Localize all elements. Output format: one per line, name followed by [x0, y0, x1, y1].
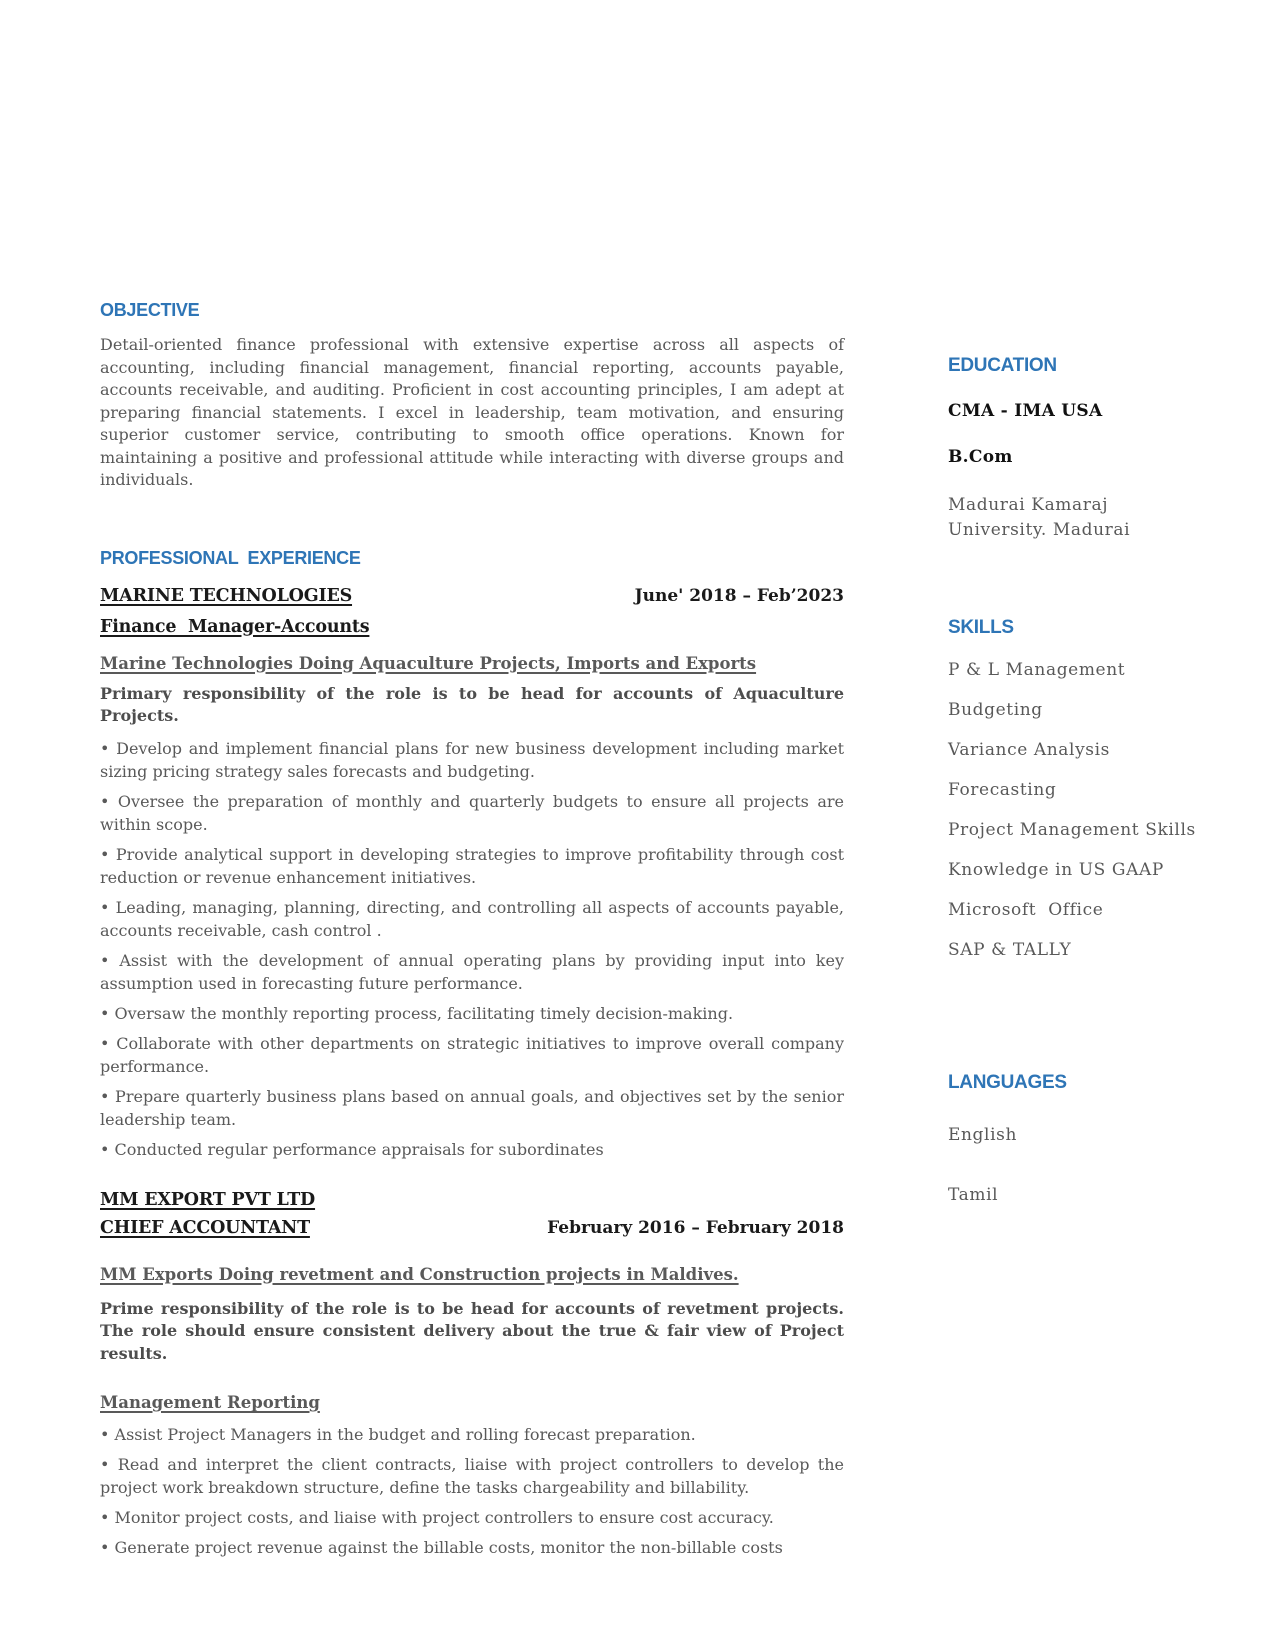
skill-item: SAP & TALLY [948, 940, 1072, 960]
skill-item: Knowledge in US GAAP [948, 860, 1164, 880]
job1-dates: June' 2018 – Feb’2023 [634, 585, 844, 606]
main-column [100, 300, 844, 1566]
bullet-item: • Read and interpret the client contracts, liaise with project controllers to develop the project work breakdown structure, define the tasks chargeability and billability. [100, 1455, 844, 1497]
job1-bullet-list [100, 737, 844, 1161]
bullet-item: • Leading, managing, planning, directing, and controlling all aspects of accounts payable, accounts receivable, cash control . [100, 897, 844, 940]
skills-heading: SKILLS [948, 617, 1014, 638]
skill-item: Variance Analysis [948, 740, 1110, 760]
objective-heading: OBJECTIVE [100, 300, 200, 320]
bullet-item: • Prepare quarterly business plans based on annual goals, and objectives set by the senior leadership team. [100, 1086, 844, 1129]
job2-summary: Prime responsibility of the role is to be head for accounts of revetment projects. The role should ensure consistent delivery about the true & fair view of Project results. [100, 1298, 844, 1363]
language-item: English [948, 1125, 1017, 1145]
job1-header-row [100, 585, 844, 607]
bullet-item: • Provide analytical support in developing strategies to improve profitability through cost reduction or revenue enhancement initiatives. [100, 844, 844, 887]
skill-item: Budgeting [948, 700, 1043, 720]
job-marine-technologies [100, 585, 844, 1161]
job2-company: MM EXPORT PVT LTD [100, 1189, 316, 1210]
bullet-item: • Develop and implement financial plans for new business development including market sizing pricing strategy sales forecasts and budgeting. [100, 738, 844, 781]
language-item: Tamil [948, 1185, 999, 1205]
bullet-item: • Assist with the development of annual operating plans by providing input into key assumption used in forecasting future performance. [100, 950, 844, 993]
bullet-item: • Generate project revenue against the billable costs, monitor the non-billable costs [100, 1538, 783, 1557]
job2-dates: February 2016 – February 2018 [547, 1217, 844, 1238]
bullet-item: • Monitor project costs, and liaise with project controllers to ensure cost accuracy. [100, 1508, 774, 1527]
skills-list [948, 660, 1206, 960]
job1-title-row [100, 616, 844, 638]
skill-item: P & L Management [948, 660, 1126, 680]
languages-list [948, 1125, 1206, 1205]
skill-item: Project Management Skills [948, 820, 1196, 840]
job1-company: MARINE TECHNOLOGIES [100, 585, 353, 606]
bullet-item: • Collaborate with other departments on strategic initiatives to improve overall company performance. [100, 1033, 844, 1076]
sidebar-column [948, 355, 1206, 1245]
skill-item: Forecasting [948, 780, 1057, 800]
job2-title: CHIEF ACCOUNTANT [100, 1217, 310, 1238]
bullet-item: • Conducted regular performance appraisals for subordinates [100, 1139, 604, 1159]
languages-heading: LANGUAGES [948, 1072, 1067, 1093]
objective-text: Detail-oriented finance professional with extensive expertise across all aspects of accounting, including financial management, financial reporting, accounts payable, accounts receivable, and auditing. Proficient in cost accounting principles, I am adept at preparing financial statements. I excel in leadership, team motivation, and ensuring superior customer service, contributing to smooth office operations. Known for maintaining a positive and professional attitude while interacting with diverse groups and individuals. [100, 335, 844, 489]
bullet-item: • Assist Project Managers in the budget and rolling forecast preparation. [100, 1425, 696, 1444]
job2-bullet-list [100, 1423, 844, 1559]
job-mm-export [100, 1189, 844, 1560]
job2-section-heading: Management Reporting [100, 1393, 320, 1412]
skills-section [948, 617, 1206, 960]
job2-company-row [100, 1189, 844, 1211]
bullet-item: • Oversaw the monthly reporting process, facilitating timely decision-making. [100, 1003, 734, 1023]
education-university: Madurai Kamaraj University. Madurai [948, 495, 1131, 540]
job2-title-row [100, 1217, 844, 1239]
bullet-item: • Oversee the preparation of monthly and quarterly budgets to ensure all projects are within scope. [100, 791, 844, 834]
job1-title: Finance Manager-Accounts [100, 616, 370, 637]
languages-section [948, 1072, 1206, 1205]
job1-summary: Primary responsibility of the role is to be head for accounts of Aquaculture Projects. [100, 683, 844, 725]
education-degree-cma: CMA - IMA USA [948, 401, 1103, 421]
skill-item: Microsoft Office [948, 900, 1104, 920]
education-degree-bcom: B.Com [948, 447, 1013, 467]
job2-subtitle: MM Exports Doing revetment and Construction projects in Maldives. [100, 1264, 739, 1284]
experience-heading: PROFESSIONAL EXPERIENCE [100, 547, 361, 568]
education-heading: EDUCATION [948, 355, 1057, 376]
job1-subtitle: Marine Technologies Doing Aquaculture Projects, Imports and Exports [100, 653, 757, 673]
